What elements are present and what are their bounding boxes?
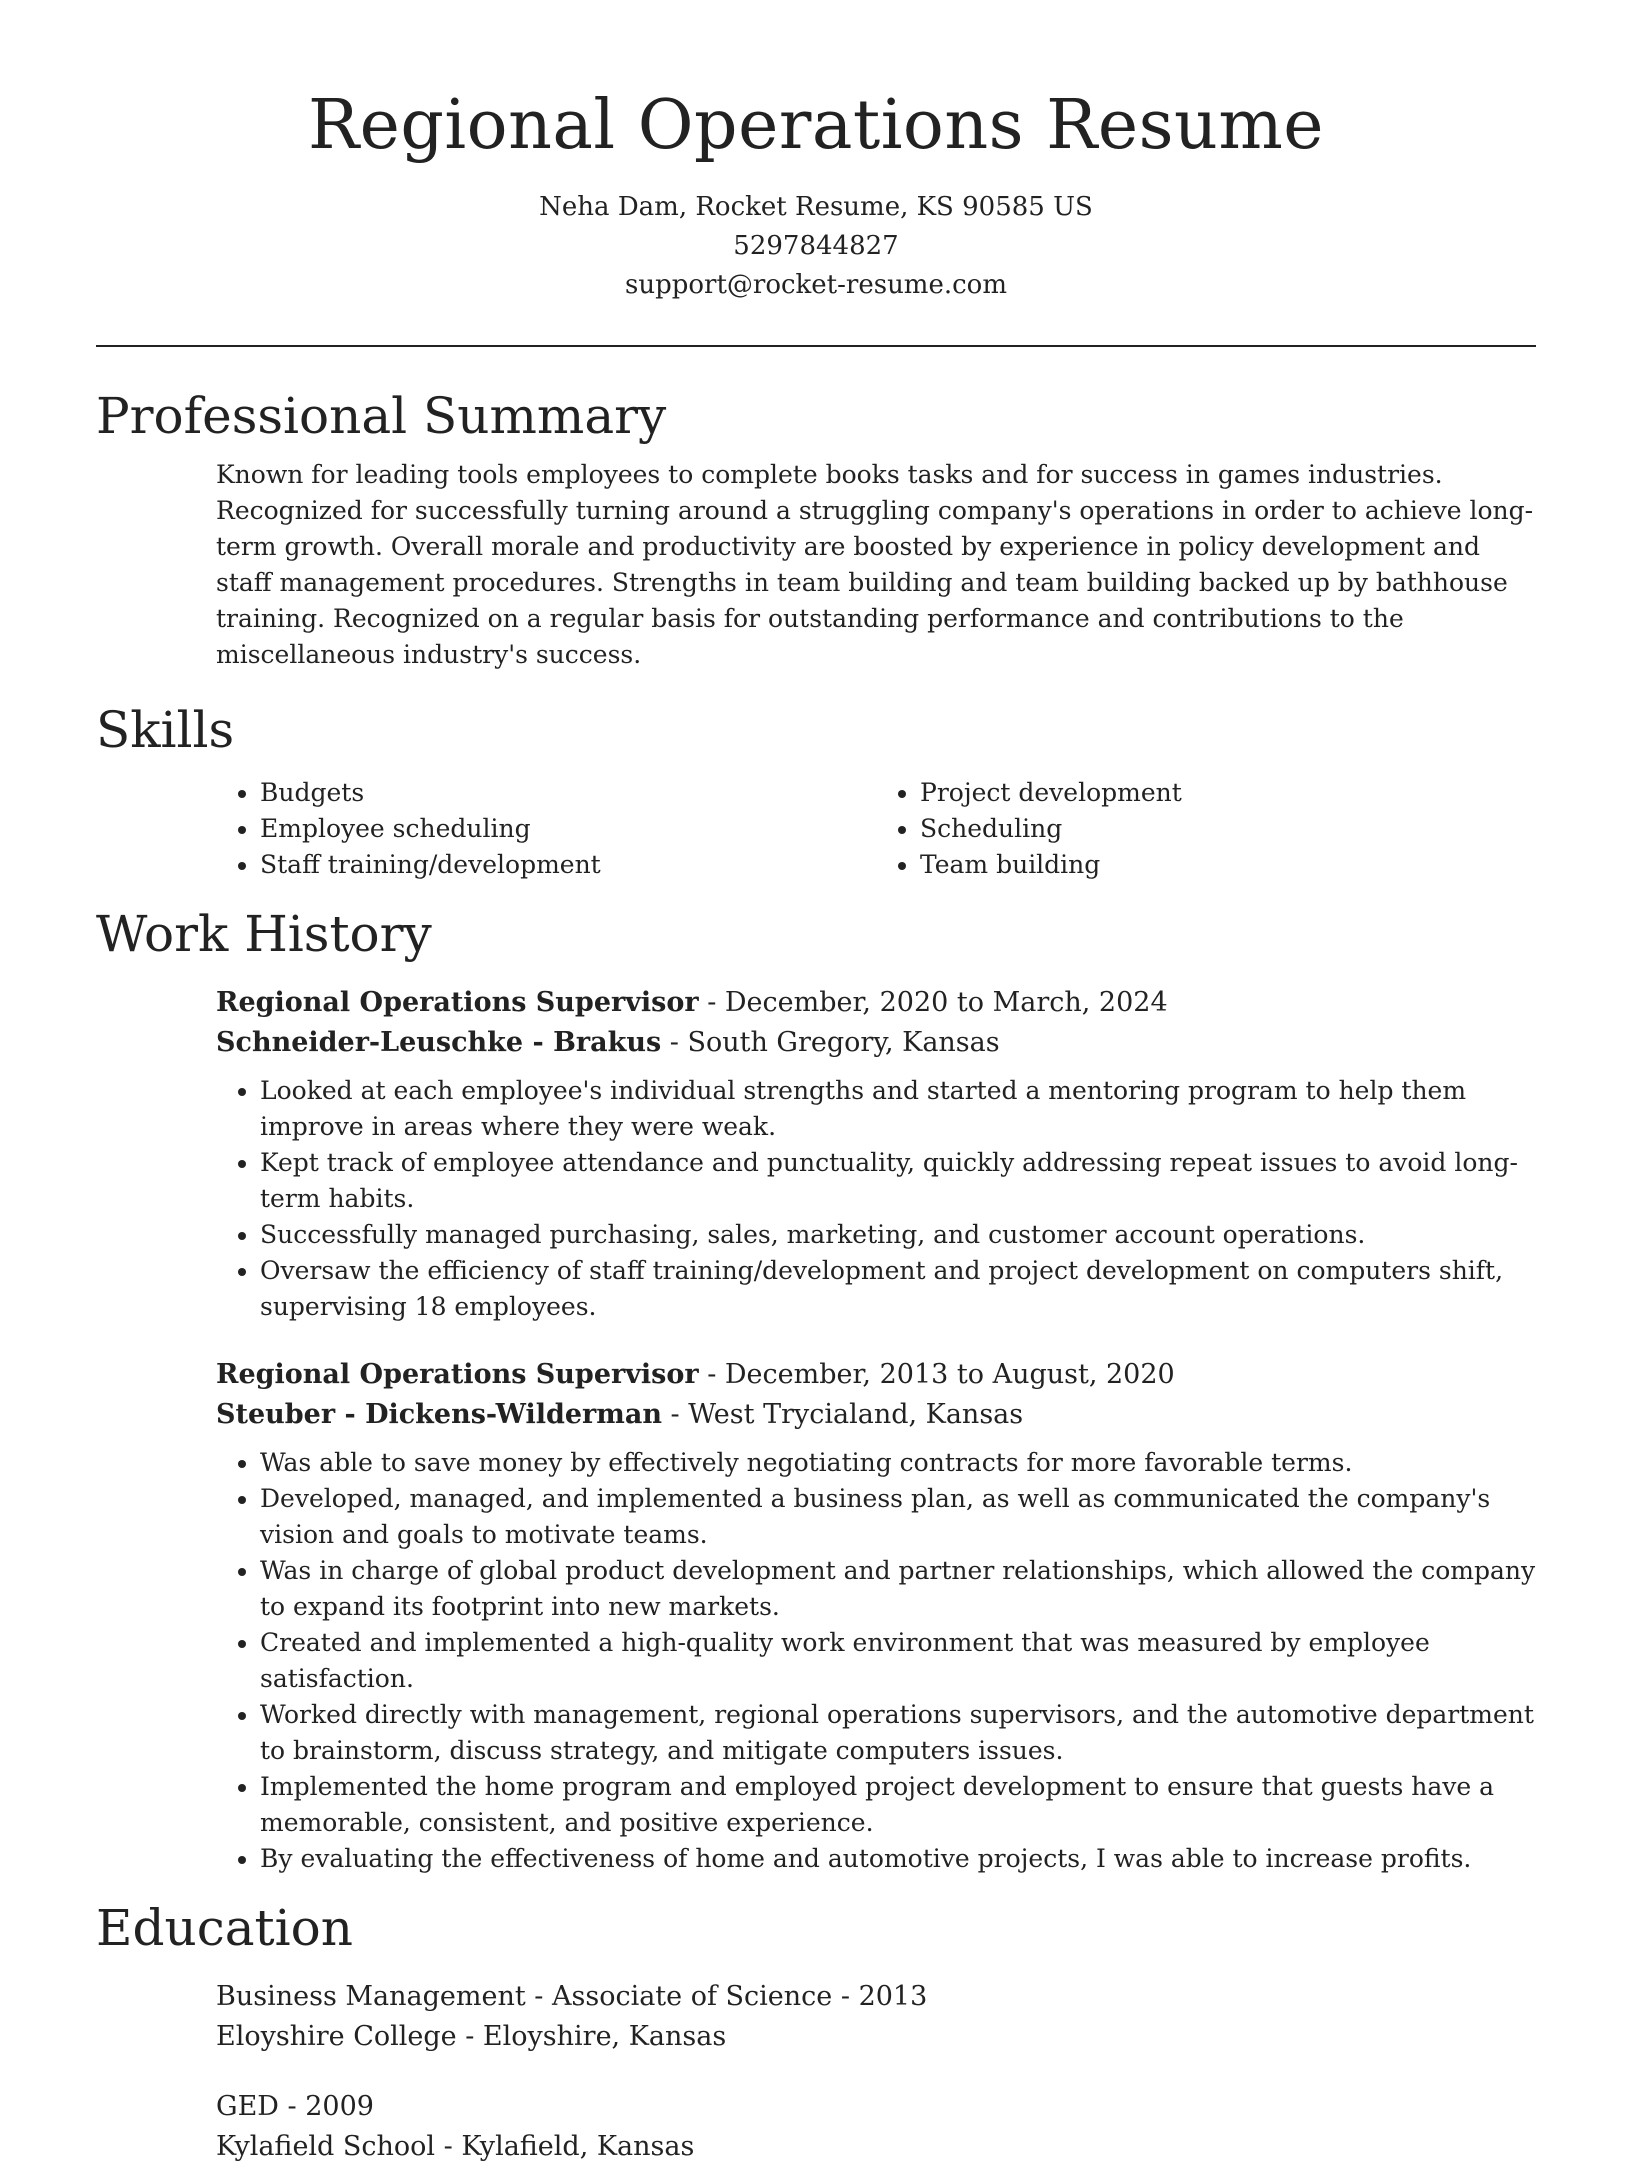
- education-location: - Kylafield, Kansas: [435, 2131, 695, 2162]
- skills-column-left: [216, 775, 876, 883]
- job-company-line: [216, 1395, 1536, 1435]
- education-year: - 2009: [278, 2091, 374, 2122]
- skills-heading: Skills: [96, 701, 235, 759]
- skill-item: • Employee scheduling: [260, 811, 876, 847]
- job-bullet: • Created and implemented a high-quality work environment that was measured by employee satisfaction.: [260, 1625, 1536, 1697]
- job-title-line: [216, 1355, 1536, 1395]
- job-bullets: [216, 1445, 1536, 1877]
- skills-column-right: [876, 775, 1536, 883]
- job-bullet: • Looked at each employee's individual strengths and started a mentoring program to help them improve in areas where they were weak.: [260, 1073, 1536, 1145]
- job-bullet: • Worked directly with management, regional operations supervisors, and the automotive department to brainstorm, discuss strategy, and mitigate computers issues.: [260, 1697, 1536, 1769]
- education-school: Eloyshire College: [216, 2021, 457, 2052]
- summary-text: Known for leading tools employees to complete books tasks and for success in games industries. Recognized for successfully turning around a struggling company's operations in order to achieve long-term growth. Overall morale and productivity are boosted by experience in policy development and staff management procedures. Strengths in team building and team building backed up by bathhouse training. Recognized on a regular basis for outstanding performance and contributions to the miscellaneous industry's success.: [216, 460, 1534, 669]
- work-history-section: [96, 903, 1536, 1877]
- job-bullet: • Implemented the home program and employed project development to ensure that guests have a memorable, consistent, and positive experience.: [260, 1769, 1536, 1841]
- job-bullet: • By evaluating the effectiveness of home and automotive projects, I was able to increase profits.: [260, 1841, 1536, 1877]
- education-school: Kylafield School: [216, 2131, 436, 2162]
- job-company: Schneider-Leuschke - Brakus: [216, 1027, 662, 1058]
- resume-page: [96, 0, 1536, 2167]
- education-degree: Business Management - Associate of Science: [216, 1981, 833, 2012]
- education-entry: [216, 2087, 1536, 2167]
- job-entry: [216, 1355, 1536, 1877]
- job-bullet: • Successfully managed purchasing, sales, marketing, and customer account operations.: [260, 1217, 1536, 1253]
- job-title: Regional Operations Supervisor: [216, 1359, 699, 1390]
- header-divider: [96, 345, 1536, 347]
- education-school-line: [216, 2127, 1536, 2167]
- job-title-line: [216, 983, 1536, 1023]
- job-location: - West Trycialand, Kansas: [661, 1399, 1024, 1430]
- education-heading: Education: [96, 1899, 353, 1957]
- summary-heading: Professional Summary: [96, 387, 667, 445]
- contact-block: [96, 188, 1536, 305]
- contact-address: Neha Dam, Rocket Resume, KS 90585 US: [539, 192, 1093, 222]
- resume-title: Regional Operations Resume: [307, 86, 1325, 165]
- contact-phone: 5297844827: [733, 231, 899, 261]
- job-location: - South Gregory, Kansas: [661, 1027, 1000, 1058]
- job-dates: - December, 2020 to March, 2024: [698, 987, 1168, 1018]
- work-history-heading: Work History: [96, 905, 432, 963]
- education-degree-line: [216, 1977, 1536, 2017]
- job-entry: [216, 983, 1536, 1325]
- job-title: Regional Operations Supervisor: [216, 987, 699, 1018]
- skill-item: • Team building: [920, 847, 1536, 883]
- job-company-line: [216, 1023, 1536, 1063]
- education-entry: [216, 1977, 1536, 2057]
- education-location: - Eloyshire, Kansas: [456, 2021, 727, 2052]
- job-bullet: • Developed, managed, and implemented a business plan, as well as communicated the company's vision and goals to motivate teams.: [260, 1481, 1536, 1553]
- job-dates: - December, 2013 to August, 2020: [698, 1359, 1175, 1390]
- education-year: - 2013: [832, 1981, 928, 2012]
- skills-grid: [216, 775, 1536, 883]
- job-bullet: • Kept track of employee attendance and punctuality, quickly addressing repeat issues to avoid long-term habits.: [260, 1145, 1536, 1217]
- skills-section: [96, 699, 1536, 883]
- skill-item: • Budgets: [260, 775, 876, 811]
- job-bullets: [216, 1073, 1536, 1325]
- education-school-line: [216, 2017, 1536, 2057]
- education-degree-line: [216, 2087, 1536, 2127]
- job-bullet: • Was in charge of global product development and partner relationships, which allowed the company to expand its footprint into new markets.: [260, 1553, 1536, 1625]
- resume-header: [96, 0, 1536, 347]
- job-bullet: • Oversaw the efficiency of staff training/development and project development on computers shift, supervising 18 employees.: [260, 1253, 1536, 1325]
- summary-section: [96, 385, 1536, 673]
- education-section: [96, 1897, 1536, 2167]
- contact-email: support@rocket-resume.com: [624, 270, 1007, 300]
- skill-item: • Staff training/development: [260, 847, 876, 883]
- skill-item: • Scheduling: [920, 811, 1536, 847]
- skill-item: • Project development: [920, 775, 1536, 811]
- job-company: Steuber - Dickens-Wilderman: [216, 1399, 662, 1430]
- education-degree: GED: [216, 2091, 279, 2122]
- job-bullet: • Was able to save money by effectively negotiating contracts for more favorable terms.: [260, 1445, 1536, 1481]
